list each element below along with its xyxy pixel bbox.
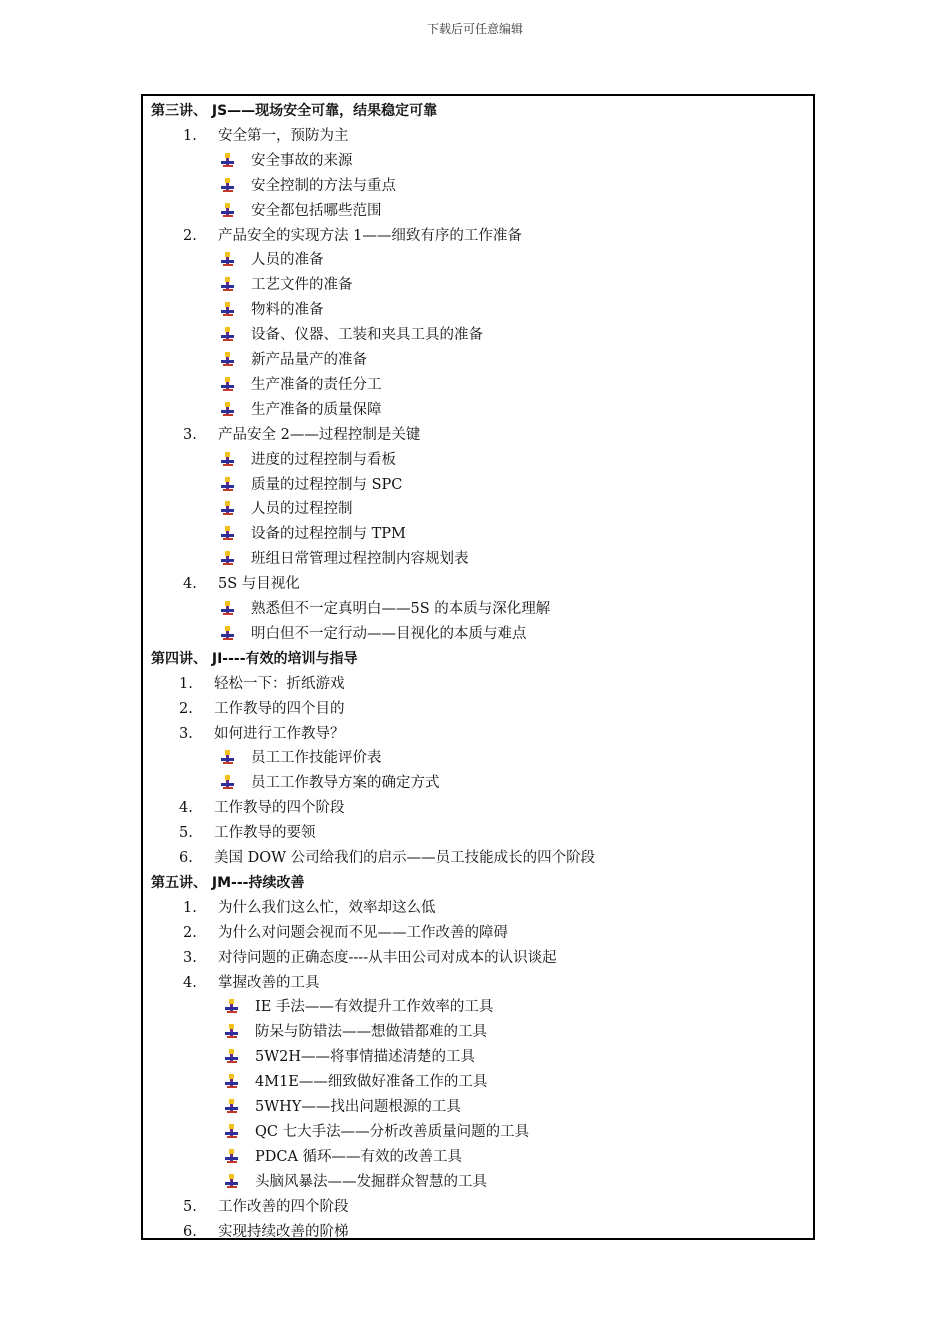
item-text: 产品安全的实现方法 1——细致有序的工作准备 (218, 227, 522, 244)
item-number: 5. (183, 1198, 197, 1215)
item-text: 工作教导的要领 (214, 825, 316, 842)
bullet-icon (225, 1124, 238, 1138)
sub-item (221, 348, 367, 373)
item-number: 1. (179, 675, 193, 692)
item-number: 1. (183, 899, 197, 916)
item-number: 4. (183, 974, 197, 991)
item-number: 6. (183, 1223, 197, 1240)
list-item (183, 1195, 349, 1220)
sub-item-text: 物料的准备 (251, 302, 324, 319)
list-item (183, 1220, 349, 1245)
bullet-icon (221, 477, 234, 491)
sub-item (225, 1070, 487, 1095)
bullet-icon (225, 1074, 238, 1088)
item-text: 工作教导的四个阶段 (214, 800, 345, 817)
list-item (183, 946, 557, 971)
bullet-icon (225, 1049, 238, 1063)
bullet-icon (225, 999, 238, 1013)
bullet-icon (221, 601, 234, 615)
item-text: 为什么我们这么忙，效率却这么低 (218, 899, 436, 916)
sub-item-text: 人员的过程控制 (251, 501, 353, 518)
sub-item-text: IE 手法——有效提升工作效率的工具 (255, 999, 494, 1016)
item-number: 6. (179, 850, 193, 866)
sub-item-text: 安全事故的来源 (251, 152, 353, 169)
sub-item-text: 班组日常管理过程控制内容规划表 (251, 551, 469, 568)
sub-item (221, 149, 353, 174)
sub-item (225, 1145, 462, 1170)
sub-item-text: 安全都包括哪些范围 (251, 202, 382, 219)
item-text: 如何进行工作教导？ (214, 725, 345, 742)
item-text: 安全第一，预防为主 (218, 127, 349, 144)
sub-item-text: 设备、仪器、工装和夹具工具的准备 (251, 327, 483, 344)
item-number: 4. (179, 800, 193, 817)
item-number: 2. (183, 924, 197, 941)
item-number: 3. (179, 725, 193, 742)
list-item (183, 572, 300, 597)
sub-item (221, 174, 396, 199)
sub-item (221, 522, 406, 547)
bullet-icon (221, 203, 234, 217)
sub-item-text: 人员的准备 (251, 252, 324, 269)
item-text: 工作教导的四个目的 (214, 700, 345, 717)
item-text: 实现持续改善的阶梯 (218, 1223, 349, 1240)
sub-item-text: 生产准备的质量保障 (251, 401, 382, 418)
item-text: 轻松一下：折纸游戏 (214, 675, 345, 692)
list-item (183, 921, 508, 946)
bullet-icon (221, 551, 234, 565)
sub-item-text: 5WHY——找出问题根源的工具 (255, 1099, 461, 1115)
bullet-icon (221, 302, 234, 316)
item-number: 3. (183, 426, 197, 443)
sub-item (221, 248, 324, 273)
sub-item (221, 597, 550, 622)
sub-item (225, 1170, 487, 1195)
page-header-note: 下载后可任意编辑 (426, 22, 523, 36)
sub-item (225, 995, 493, 1020)
bullet-icon (221, 252, 234, 266)
list-item (179, 821, 316, 846)
sub-item (221, 497, 353, 522)
sub-item (225, 1020, 487, 1045)
item-number: 2. (179, 700, 193, 717)
sub-item (221, 547, 469, 572)
item-number: 5. (179, 825, 193, 842)
bullet-icon (221, 501, 234, 515)
bullet-icon (221, 327, 234, 341)
bullet-icon (225, 1099, 238, 1113)
item-text: 为什么对问题会视而不见——工作改善的障碍 (218, 924, 508, 941)
bullet-icon (221, 352, 234, 366)
sub-item (221, 273, 353, 298)
sub-item (221, 473, 402, 498)
item-text: 产品安全 2——过程控制是关键 (218, 426, 421, 443)
sub-item (221, 373, 382, 398)
sub-item-text: 熟悉但不一定真明白——5S 的本质与深化理解 (251, 601, 551, 617)
sub-item-text: 新产品量产的准备 (251, 352, 367, 368)
sub-item-text: 质量的过程控制与 SPC (251, 476, 403, 493)
sub-item-text: 员工工作技能评价表 (251, 750, 382, 767)
bullet-icon (225, 1149, 238, 1163)
sub-item (225, 1045, 475, 1070)
sub-item (221, 746, 382, 771)
sub-item-text: 明白但不一定行动——目视化的本质与难点 (251, 625, 527, 642)
sub-item (221, 323, 483, 348)
sub-item (221, 771, 440, 796)
item-text: 5S 与目视化 (218, 576, 300, 593)
sub-item (225, 1120, 529, 1145)
sub-item-text: 生产准备的责任分工 (251, 376, 382, 393)
sub-item-text: 设备的过程控制与 TPM (251, 526, 406, 543)
outline-box (141, 94, 815, 1240)
bullet-icon (221, 402, 234, 416)
list-item (179, 796, 345, 821)
bullet-icon (225, 1174, 238, 1188)
item-text: 掌握改善的工具 (218, 974, 320, 991)
list-item (183, 224, 522, 249)
section-title: 第四讲、 JI----有效的培训与指导 (151, 650, 358, 667)
sub-item (221, 622, 527, 647)
sub-item (225, 1095, 461, 1120)
list-item (179, 846, 595, 871)
sub-item (221, 298, 324, 323)
list-item (179, 672, 345, 697)
item-number: 1. (183, 127, 197, 144)
sub-item-text: 进度的过程控制与看板 (251, 451, 396, 468)
list-item (183, 971, 320, 996)
item-number: 4. (183, 576, 197, 593)
sub-item-text: PDCA 循环——有效的改善工具 (255, 1148, 463, 1165)
sub-item (221, 398, 382, 423)
bullet-icon (221, 526, 234, 540)
item-number: 3. (183, 949, 197, 966)
item-text: 工作改善的四个阶段 (218, 1198, 349, 1215)
bullet-icon (221, 750, 234, 764)
sub-item-text: 防呆与防错法——想做错都难的工具 (255, 1024, 487, 1041)
sub-item-text: 员工工作教导方案的确定方式 (251, 775, 440, 792)
list-item (179, 722, 345, 747)
sub-item-text: 5W2H——将事情描述清楚的工具 (255, 1049, 475, 1066)
bullet-icon (225, 1024, 238, 1038)
sub-item-text: 4M1E——细致做好准备工作的工具 (255, 1074, 488, 1091)
sub-item-text: QC 七大手法——分析改善质量问题的工具 (255, 1123, 530, 1140)
section-title: 第五讲、 JM---持续改善 (151, 874, 305, 891)
item-text: 美国 DOW 公司给我们的启示——员工技能成长的四个阶段 (214, 850, 596, 866)
bullet-icon (221, 626, 234, 640)
sub-item-text: 头脑风暴法——发掘群众智慧的工具 (255, 1173, 487, 1190)
bullet-icon (221, 277, 234, 291)
list-item (183, 124, 349, 149)
bullet-icon (221, 377, 234, 391)
item-number: 2. (183, 227, 197, 244)
sub-item-text: 工艺文件的准备 (251, 277, 353, 294)
bullet-icon (221, 775, 234, 789)
list-item (179, 697, 345, 722)
item-text: 对待问题的正确态度----从丰田公司对成本的认识谈起 (218, 949, 557, 966)
bullet-icon (221, 153, 234, 167)
bullet-icon (221, 452, 234, 466)
sub-item (221, 199, 382, 224)
sub-item (221, 448, 396, 473)
sub-item-text: 安全控制的方法与重点 (251, 177, 396, 194)
section-title: 第三讲、 JS——现场安全可靠，结果稳定可靠 (151, 103, 438, 119)
list-item (183, 423, 420, 448)
list-item (183, 896, 436, 921)
bullet-icon (221, 178, 234, 192)
